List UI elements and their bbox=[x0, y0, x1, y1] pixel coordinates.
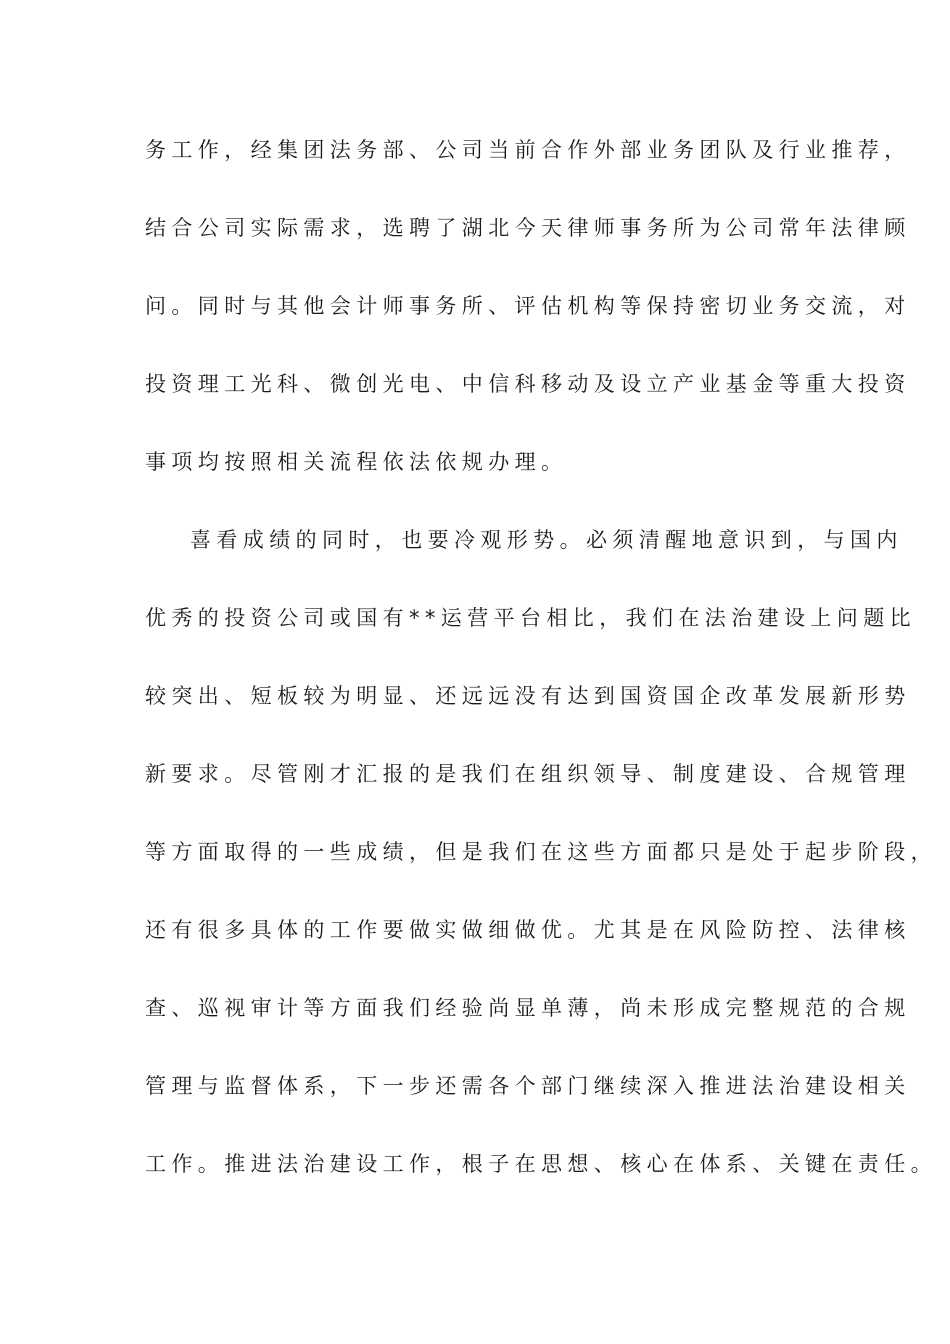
text-line: 投资理工光科、微创光电、中信科移动及设立产业基金等重大投资 bbox=[145, 372, 911, 396]
text-line: 较突出、短板较为明显、还远远没有达到国资国企改革发展新形势 bbox=[145, 684, 911, 708]
text-line: 结合公司实际需求，选聘了湖北今天律师事务所为公司常年法律顾 bbox=[145, 216, 911, 240]
text-line: 新要求。尽管刚才汇报的是我们在组织领导、制度建设、合规管理 bbox=[145, 762, 911, 786]
text-line: 问。同时与其他会计师事务所、评估机构等保持密切业务交流，对 bbox=[145, 294, 911, 318]
text-line: 还有很多具体的工作要做实做细做优。尤其是在风险防控、法律核 bbox=[145, 918, 911, 942]
text-line: 事项均按照相关流程依法依规办理。 bbox=[145, 450, 568, 474]
text-line: 管理与监督体系，下一步还需各个部门继续深入推进法治建设相关 bbox=[145, 1074, 911, 1098]
text-line: 工作。推进法治建设工作，根子在思想、核心在体系、关键在责任。 bbox=[145, 1152, 937, 1176]
text-line: 喜看成绩的同时，也要冷观形势。必须清醒地意识到，与国内 bbox=[190, 528, 903, 552]
text-line: 等方面取得的一些成绩，但是我们在这些方面都只是处于起步阶段， bbox=[145, 840, 937, 864]
text-line: 查、巡视审计等方面我们经验尚显单薄，尚未形成完整规范的合规 bbox=[145, 996, 911, 1020]
text-line: 优秀的投资公司或国有**运营平台相比，我们在法治建设上问题比 bbox=[145, 606, 916, 630]
text-line: 务工作，经集团法务部、公司当前合作外部业务团队及行业推荐， bbox=[145, 138, 911, 162]
